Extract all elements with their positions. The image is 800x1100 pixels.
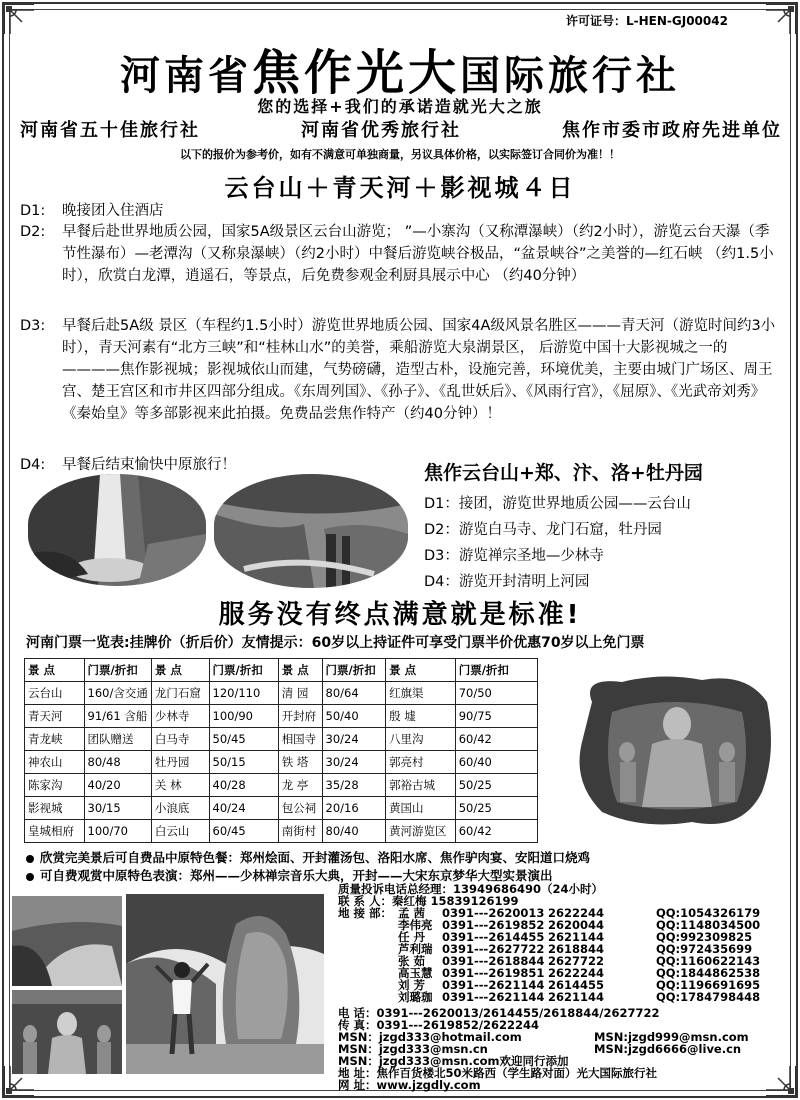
day-text: 早餐后结束愉快中原旅行！ [62,457,236,473]
ticket-price-table [24,658,538,843]
msn-left: MSN：jzgd333@hotmail.com [338,1030,522,1044]
staff-phone: 0391---2621144 [442,978,545,992]
honor-1: 河南省五十佳旅行社 [20,120,200,141]
website-line: 网 址：www.jzgdly.com [338,1078,481,1092]
table-cell: 南街村 [278,820,322,843]
table-cell: 青天河 [25,705,85,728]
msn-right: MSN:jzgd999@msn.com [594,1030,749,1044]
column-header: 门票/折扣 [209,659,278,682]
staff-phone: 0391---2621144 [442,990,545,1004]
table-cell: 白云山 [151,820,209,843]
table-cell: 白马寺 [151,728,209,751]
table-row [25,682,538,705]
table-cell: 50/45 [209,728,278,751]
price-note: 以下的报价为参考价，如有不满意可单独商量，另议具体价格，以实际签订合同价为准！！ [180,148,620,161]
table-cell: 铁 塔 [278,751,322,774]
table-cell: 黄国山 [386,797,456,820]
honor-3: 焦作市委市政府先进单位 [562,120,782,141]
staff-phone: 0391---2620013 [442,906,545,920]
table-cell: 龙门石窟 [151,682,209,705]
staff-name: 李伟亮 [398,918,433,932]
table-cell: 小浪底 [151,797,209,820]
route1-day-1 [20,200,784,222]
honors-row [20,116,782,142]
canyon-photo [214,474,408,588]
table-cell: 皇城相府 [25,820,85,843]
staff-tel: 2621144 [548,990,605,1004]
corner-ornament-icon [764,1064,798,1098]
table-cell: 60/40 [455,751,537,774]
grotto-statues-photo [12,990,122,1074]
staff-phone: 0391---2618844 [442,954,545,968]
table-cell: 开封府 [278,705,322,728]
table-cell: 80/48 [84,751,151,774]
staff-tel: 2622244 [548,966,605,980]
dept-label: 地 接 部： [338,906,393,920]
service-motto: 服务没有终点满意就是标准! [218,600,582,630]
bullet-icon [26,855,34,863]
slogan: 您的选择+我们的承诺造就光大之旅 [257,97,543,116]
table-cell: 91/61 含船 [84,705,151,728]
table-cell: 相国寺 [278,728,322,751]
staff-qq: QQ:1844862538 [656,966,761,980]
table-row [25,728,538,751]
phone-line: 电 话：0391---2620013/2614455/2618844/2627722 [338,1006,660,1020]
table-cell: 120/110 [209,682,278,705]
staff-qq: QQ:1054326179 [656,906,761,920]
table-row [25,797,538,820]
complaint-line: 质量投诉电话总经理：13949686490（24小时） [338,882,604,896]
day-label: D3: [20,318,46,334]
staff-qq: QQ:1148034500 [656,918,761,932]
table-cell: 黄河游览区 [386,820,456,843]
table-cell: 40/24 [209,797,278,820]
staff-name: 芦利瑞 [398,942,433,956]
route2-day-3: D3：游览禅宗圣地—少林寺 [424,548,604,564]
table-cell: 20/16 [322,797,386,820]
waterfall-photo [28,474,206,586]
company-name-prefix: 河南省 [119,53,252,99]
staff-phone: 0391---2619851 [442,966,545,980]
table-row [25,820,538,843]
column-header: 门票/折扣 [322,659,386,682]
staff-name: 高玉慧 [398,966,433,980]
day-label: D1: [20,203,46,219]
license-number: 许可证号：L-HEN-GJ00042 [566,14,728,28]
fax-line: 传 真：0391---2619852/2622244 [338,1018,540,1032]
table-cell: 50/15 [209,751,278,774]
table-cell: 青龙峡 [25,728,85,751]
staff-name: 孟 茜 [398,906,426,920]
table-cell: 陈家沟 [25,774,85,797]
corner-ornament-icon [764,2,798,36]
staff-phone: 0391---2614455 [442,930,545,944]
table-cell: 团队赠送 [84,728,151,751]
table-row [25,751,538,774]
table-cell: 龙 亭 [278,774,322,797]
table-cell: 殷 墟 [386,705,456,728]
table-cell: 100/90 [209,705,278,728]
table-cell: 30/15 [84,797,151,820]
table-cell: 云台山 [25,682,85,705]
contact-person: 联 系 人：秦红梅 15839126199 [338,894,519,908]
column-header: 景 点 [25,659,85,682]
table-cell: 60/42 [455,728,537,751]
table-cell: 30/24 [322,751,386,774]
route1-title: 云台山＋青天河＋影视城４日 [224,174,576,202]
table-cell: 50/40 [322,705,386,728]
staff-qq: QQ:992309825 [656,930,753,944]
staff-name: 刘璐珈 [398,990,433,1004]
staff-tel: 2627722 [548,954,605,968]
staff-tel: 2614455 [548,978,605,992]
msn-right: MSN:jzgd6666@live.cn [594,1042,742,1056]
table-cell: 100/70 [84,820,151,843]
day-text: 晚接团入住酒店 [62,203,164,219]
table-cell: 神农山 [25,751,85,774]
table-cell: 60/45 [209,820,278,843]
corner-ornament-icon [2,2,36,36]
table-cell: 35/28 [322,774,386,797]
table-cell: 30/24 [322,728,386,751]
table-cell: 郭亮村 [386,751,456,774]
tourist-with-rock-photo [126,894,324,1074]
staff-name: 刘 芳 [398,978,426,992]
staff-qq: QQ:972435699 [656,942,753,956]
column-header: 门票/折扣 [455,659,537,682]
table-cell: 80/40 [322,820,386,843]
honor-2: 河南省优秀旅行社 [301,120,461,141]
ticket-table-heading: 河南门票一览表:挂牌价（折后价）友情提示：60岁以上持证件可享受门票半价优惠70岁以上免门票 [26,635,645,651]
company-name [0,34,800,103]
table-cell: 郭裕古城 [386,774,456,797]
table-cell: 红旗渠 [386,682,456,705]
route2-day-2: D2：游览白马寺、龙门石窟，牡丹园 [424,522,662,538]
staff-name: 任 丹 [398,930,426,944]
table-cell: 影视城 [25,797,85,820]
table-header-row [25,659,538,682]
table-cell: 90/75 [455,705,537,728]
river-gorge-photo [12,896,122,986]
day-label: D4: [20,457,46,473]
extra-food-text: 欣赏完美景后可自费品中原特色餐：郑州烩面、开封灌汤包、洛阳水席、焦作驴肉宴、安阳道口烧鸡 [40,850,591,865]
day-text: 早餐后赴世界地质公园，国家5A级景区云台山游览； ”—小寨沟（又称潭瀑峡）（约2小时），游览云台天瀑（季节性瀑布）—老潭沟（又称泉瀑峡）（约2小时）中餐后游览峡谷极品，“盆景峡谷”之美誉的—红石峡 （约1.5小时），欣赏白龙潭，逍遥石，等景点，后免费参观金利厨具展示中心 （约40分钟） [62,224,774,284]
table-row [25,774,538,797]
staff-name: 张 茹 [398,954,426,968]
table-cell: 70/50 [455,682,537,705]
extra-food [26,848,590,866]
buddha-statue-photo [572,672,776,832]
staff-qq: QQ:1196691695 [656,978,761,992]
table-cell: 包公祠 [278,797,322,820]
day-label: D2: [20,224,46,240]
route1-day-2 [20,221,784,287]
address-line: 地 址：焦作百货楼北50米路西（学生路对面）光大国际旅行社 [338,1066,658,1080]
route1-day-3 [20,315,784,425]
staff-tel: 2620044 [548,918,605,932]
msn-left: MSN：jzgd333@msn.com欢迎同行添加 [338,1054,569,1068]
route2-day-4: D4：游览开封清明上河园 [424,574,590,590]
staff-tel: 2622244 [548,906,605,920]
table-cell: 牡丹园 [151,751,209,774]
table-cell: 40/28 [209,774,278,797]
staff-tel: 2618844 [548,942,605,956]
table-cell: 160/含交通 [84,682,151,705]
route2-title: 焦作云台山+郑、汴、洛+牡丹园 [424,462,703,484]
staff-qq: QQ:1784798448 [656,990,761,1004]
table-cell: 八里沟 [386,728,456,751]
company-name-suffix: 国际旅行社 [460,53,680,99]
table-cell: 清 园 [278,682,322,705]
msn-left: MSN：jzgd333@msn.cn [338,1042,488,1056]
staff-phone: 0391---2627722 [442,942,545,956]
bullet-icon [26,873,34,881]
route2-day-1: D1：接团，游览世界地质公园——云台山 [424,496,691,512]
table-cell: 少林寺 [151,705,209,728]
day-text: 早餐后赴5A级 景区（车程约1.5小时）游览世界地质公园、国家4A级风景名胜区———青天河（游览时间约3小时），青天河素有“北方三峡”和“桂林山水”的美誉，乘船游览大泉湖景区， 后游览中国十大影视城之一的————焦作影视城；影视城依山而建，气势磅礴，造型古朴，设施完善，环境优美，主要由城门广场区、周王宫、楚王宫区和市井区四部分组成。《东周列国》、《孙子》、《乱世妖后》、《风雨行宫》，《屈原》、《光武帝刘秀》《秦始皇》等多部影视来此拍摄。免费品尝焦作特产（约40分钟）！ [62,318,776,422]
company-name-main: 焦作光大 [251,45,460,101]
table-cell: 50/25 [455,774,537,797]
table-cell: 80/64 [322,682,386,705]
table-cell: 50/25 [455,797,537,820]
staff-tel: 2621144 [548,930,605,944]
table-cell: 60/42 [455,820,537,843]
column-header: 景 点 [386,659,456,682]
column-header: 景 点 [151,659,209,682]
staff-phone: 0391---2619852 [442,918,545,932]
column-header: 门票/折扣 [84,659,151,682]
table-row [25,705,538,728]
table-cell: 关 林 [151,774,209,797]
extra-show-text: 可自费观赏中原特色表演：郑州——少林禅宗音乐大典，开封——大宋东京梦华大型实景演出 [40,868,553,883]
column-header: 景 点 [278,659,322,682]
staff-qq: QQ:1160622143 [656,954,761,968]
table-cell: 40/20 [84,774,151,797]
